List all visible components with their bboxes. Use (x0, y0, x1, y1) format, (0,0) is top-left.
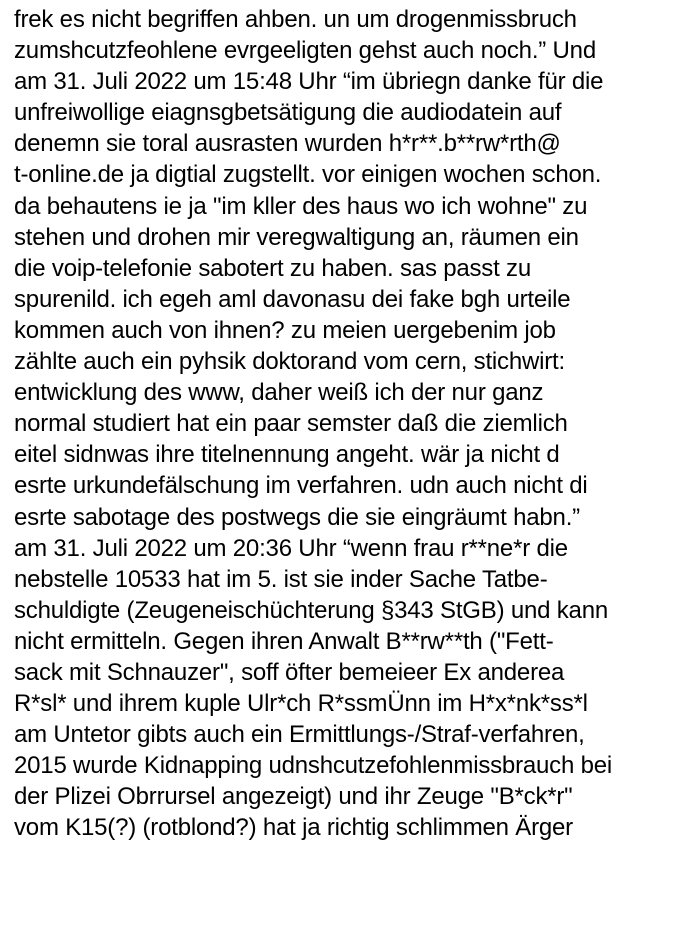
text-line: zählte auch ein pyhsik doktorand vom cern, stichwirt: (14, 348, 565, 376)
document-text (14, 4, 682, 844)
text-line: kommen auch von ihnen? zu meien uergebenim job (14, 316, 556, 344)
text-line: 2015 wurde Kidnapping udnshcutzefohlenmissbrauch bei (14, 752, 613, 780)
text-line: die voip-telefonie sabotert zu haben. sas passt zu (14, 254, 531, 282)
text-line: am 31. Juli 2022 um 15:48 Uhr “im übriegn danke für die (14, 68, 604, 96)
text-line: stehen und drohen mir veregwaltigung an, räumen ein (14, 223, 579, 251)
text-line: nebstelle 10533 hat im 5. ist sie inder Sache Tatbe- (14, 565, 548, 593)
text-line: esrte urkundefälschung im verfahren. udn auch nicht di (14, 472, 588, 500)
text-line: sack mit Schnauzer", soff öfter bemeieer Ex anderea (14, 658, 565, 686)
text-line: denemn sie toral ausrasten wurden h*r**.b**rw*rth@ (14, 130, 561, 158)
text-line: esrte sabotage des postwegs die sie eingräumt habn.” (14, 503, 580, 531)
text-line: schuldigte (Zeugeneischüchterung §343 StGB) und kann (14, 596, 608, 624)
text-line: frek es nicht begriffen ahben. un um drogenmissbruch (14, 6, 577, 33)
text-line: der Plizei Obrrursel angezeigt) und ihr Zeuge "B*ck*r" (14, 783, 573, 811)
text-line: vom K15(?) (rotblond?) hat ja richtig schlimmen Ärger (14, 814, 573, 842)
text-line: entwicklung des www, daher weiß ich der nur ganz (14, 379, 544, 407)
text-line: zumshcutzfeohlene evrgeeligten gehst auch noch.” Und (14, 37, 596, 65)
text-line: R*sl* und ihrem kuple Ulr*ch R*ssmÜnn im H*x*nk*ss*l (14, 690, 588, 718)
text-line: am Untetor gibts auch ein Ermittlungs-/Straf-verfahren, (14, 721, 585, 749)
text-line: unfreiwollige eiagnsgbetsätigung die audiodatein auf (14, 99, 562, 127)
text-line: normal studiert hat ein paar semster daß die ziemlich (14, 410, 568, 438)
text-line: t-online.de ja digtial zugstellt. vor einigen wochen schon. (14, 161, 602, 189)
text-line: nicht ermitteln. Gegen ihren Anwalt B**rw**th ("Fett- (14, 627, 554, 655)
text-line: spurenild. ich egeh aml davonasu dei fake bgh urteile (14, 285, 571, 313)
text-line: da behautens ie ja "im kller des haus wo ich wohne" zu (14, 192, 588, 220)
text-line: am 31. Juli 2022 um 20:36 Uhr “wenn frau r**ne*r die (14, 534, 568, 562)
text-line: eitel sidnwas ihre titelnennung angeht. wär ja nicht d (14, 441, 560, 469)
